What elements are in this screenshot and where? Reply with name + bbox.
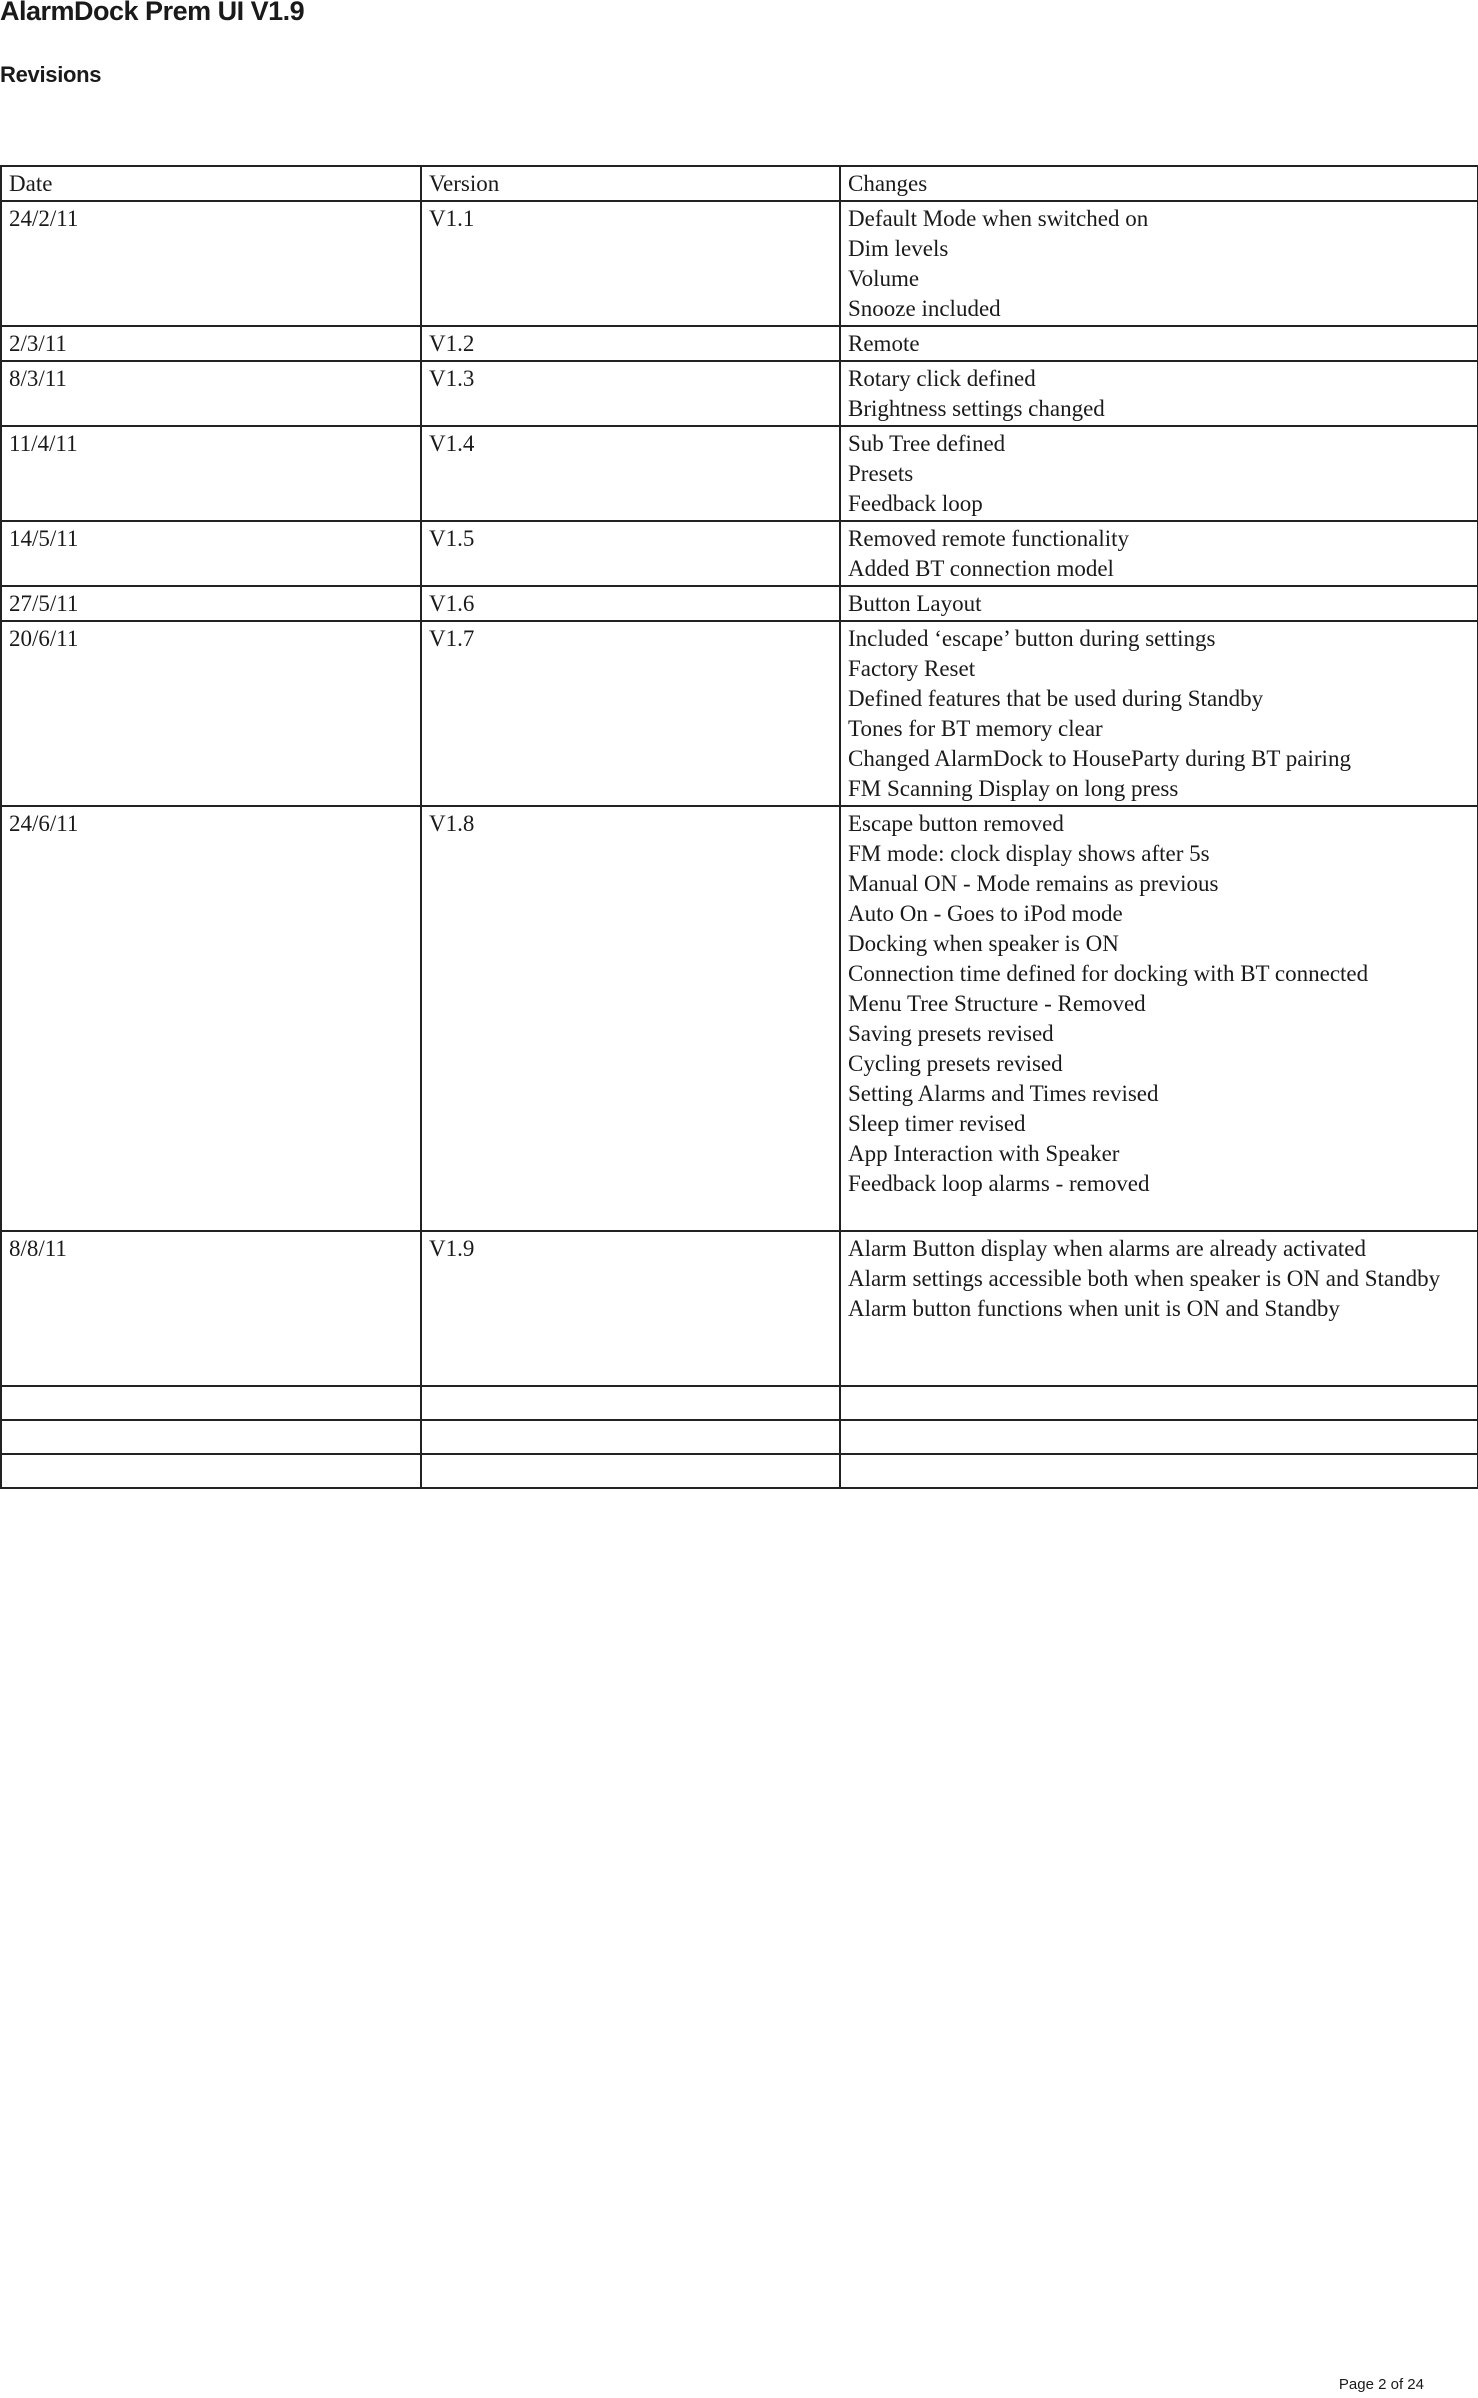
document-title: AlarmDock Prem UI V1.9 [0,0,305,26]
cell-version [421,1420,840,1454]
cell-version: V1.6 [421,586,840,621]
cell-date: 8/8/11 [1,1231,421,1386]
table-row [1,1420,1478,1454]
cell-changes [840,201,1478,326]
table-row [1,201,1478,326]
table-row [1,1454,1478,1488]
change-item: Auto On - Goes to iPod mode [848,901,1123,926]
change-item: Feedback loop alarms - removed [848,1171,1150,1196]
change-item: Brightness settings changed [848,396,1105,421]
table-row [1,806,1478,1231]
cell-version: V1.5 [421,521,840,586]
revisions-table [0,165,1478,1489]
change-item: Setting Alarms and Times revised [848,1081,1159,1106]
change-item: Volume [848,266,920,291]
cell-changes [840,621,1478,806]
header-row [1,166,1478,201]
cell-version [421,1386,840,1420]
change-item: Alarm Button display when alarms are already activated [848,1236,1366,1261]
cell-version: V1.4 [421,426,840,521]
cell-version [421,1454,840,1488]
change-item: Dim levels [848,236,949,261]
cell-changes [840,1454,1478,1488]
cell-date: 8/3/11 [1,361,421,426]
cell-version: V1.3 [421,361,840,426]
table-row [1,1386,1478,1420]
change-item: Remote [848,331,920,356]
cell-date: 24/2/11 [1,201,421,326]
change-item: Tones for BT memory clear [848,716,1103,741]
change-item: Added BT connection model [848,556,1114,581]
cell-date: 11/4/11 [1,426,421,521]
table-row [1,621,1478,806]
change-item: Snooze included [848,296,1001,321]
cell-changes [840,426,1478,521]
change-item: Factory Reset [848,656,976,681]
cell-date: 14/5/11 [1,521,421,586]
cell-version: V1.1 [421,201,840,326]
change-item: FM Scanning Display on long press [848,776,1179,801]
revisions-table-body [1,201,1478,1488]
change-item: Presets [848,461,914,486]
cell-date [1,1420,421,1454]
cell-changes [840,1420,1478,1454]
change-item: FM mode: clock display shows after 5s [848,841,1210,866]
cell-changes [840,326,1478,361]
cell-date: 27/5/11 [1,586,421,621]
cell-date: 20/6/11 [1,621,421,806]
change-item: Menu Tree Structure - Removed [848,991,1146,1016]
change-item: Cycling presets revised [848,1051,1063,1076]
cell-version: V1.8 [421,806,840,1231]
change-item: Feedback loop [848,491,983,516]
cell-version: V1.2 [421,326,840,361]
change-item: Manual ON - Mode remains as previous [848,871,1219,896]
revisions-table-head [1,166,1478,201]
change-item: Rotary click defined [848,366,1036,391]
change-item: Docking when speaker is ON [848,931,1119,956]
table-row [1,326,1478,361]
change-item: Alarm button functions when unit is ON and Standby [848,1296,1340,1321]
cell-changes [840,1231,1478,1386]
cell-version: V1.9 [421,1231,840,1386]
change-item: Changed AlarmDock to HouseParty during BT pairing [848,746,1351,771]
cell-changes [840,806,1478,1231]
change-item: Sleep timer revised [848,1111,1026,1136]
column-header-changes: Changes [840,166,1478,201]
change-item: Defined features that be used during Standby [848,686,1264,711]
column-header-date: Date [1,166,421,201]
table-row [1,1231,1478,1386]
cell-changes [840,1386,1478,1420]
section-title-revisions: Revisions [0,62,102,87]
column-header-version: Version [421,166,840,201]
change-item: Included ‘escape’ button during settings [848,626,1216,651]
change-item: Button Layout [848,591,982,616]
change-item: Escape button removed [848,811,1064,836]
table-row [1,426,1478,521]
change-item: Removed remote functionality [848,526,1130,551]
page-number: Page 2 of 24 [1338,2376,1424,2393]
table-row [1,586,1478,621]
table-row [1,521,1478,586]
change-item: Sub Tree defined [848,431,1006,456]
change-item: App Interaction with Speaker [848,1141,1120,1166]
cell-date [1,1386,421,1420]
cell-version: V1.7 [421,621,840,806]
cell-date: 2/3/11 [1,326,421,361]
table-row [1,361,1478,426]
cell-date [1,1454,421,1488]
change-item: Saving presets revised [848,1021,1054,1046]
change-item: Alarm settings accessible both when speaker is ON and Standby [848,1266,1441,1291]
cell-date: 24/6/11 [1,806,421,1231]
cell-changes [840,521,1478,586]
change-item: Default Mode when switched on [848,206,1149,231]
cell-changes [840,361,1478,426]
change-item: Connection time defined for docking with BT connected [848,961,1369,986]
cell-changes [840,586,1478,621]
